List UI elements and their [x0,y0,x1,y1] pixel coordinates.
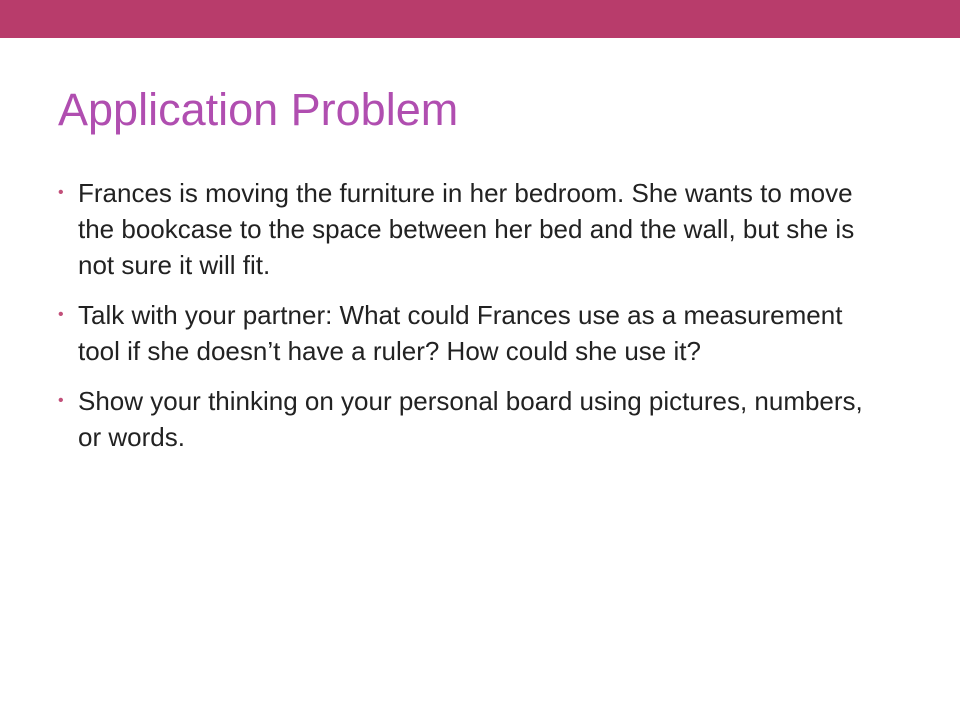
bullet-item [58,297,878,369]
slide-title: Application Problem [58,84,459,135]
bullet-text: Frances is moving the furniture in her bedroom. She wants to move the bookcase to the space between her bed and the wall, but she is not sure it will fit. [78,178,855,280]
bullet-dot-icon: • [58,392,64,409]
bullet-item [58,383,878,455]
bullet-list [58,175,878,469]
bullet-text: Talk with your partner: What could Frances use as a measurement tool if she doesn’t have a ruler? How could she use it? [78,300,843,366]
bullet-text: Show your thinking on your personal board using pictures, numbers, or words. [78,386,863,452]
bullet-dot-icon: • [58,184,64,201]
bullet-item [58,175,878,283]
bullet-dot-icon: • [58,306,64,323]
top-accent-bar [0,0,960,38]
